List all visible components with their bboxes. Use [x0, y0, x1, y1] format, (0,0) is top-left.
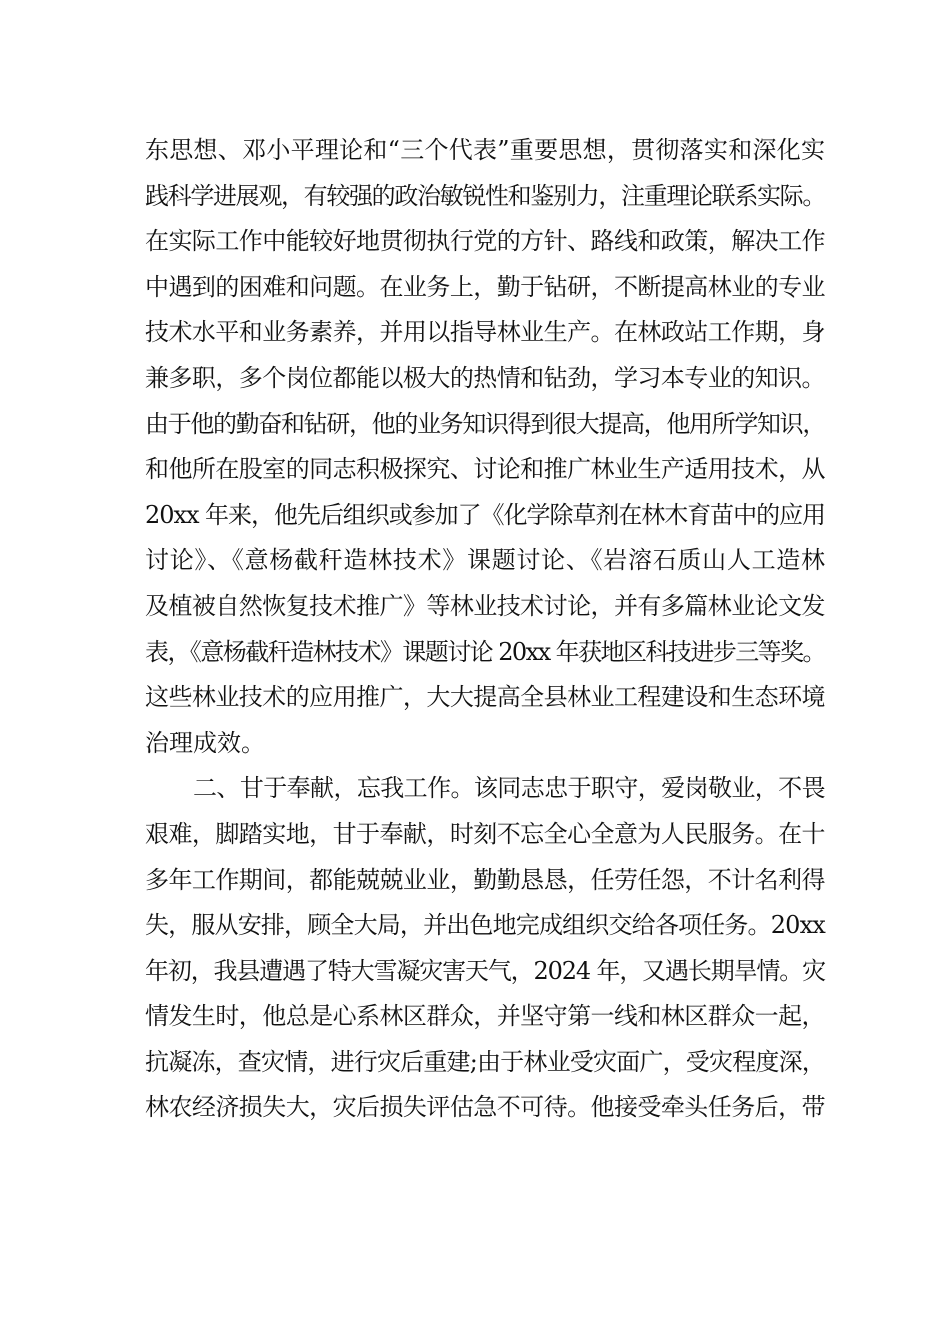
text-line: 林农经济损失大，灾后损失评估急不可待。他接受牵头任务后，带 [145, 1093, 825, 1122]
text-line: 和他所在股室的同志积极探究、讨论和推广林业生产适用技术，从 [145, 455, 825, 484]
text-line: 表，《意杨截秆造林技术》课题讨论 20xx 年获地区科技进步三等奖。 [145, 637, 825, 666]
body-text [145, 128, 825, 1131]
text-line: 及植被自然恢复技术推广》等林业技术讨论，并有多篇林业论文发 [145, 591, 825, 620]
text-line: 由于他的勤奋和钻研，他的业务知识得到很大提高，他用所学知识， [145, 409, 825, 438]
text-line: 技术水平和业务素养，并用以指导林业生产。在林政站工作期，身 [145, 318, 825, 347]
text-line: 践科学进展观，有较强的政治敏锐性和鉴别力，注重理论联系实际。 [145, 181, 825, 210]
text-line: 情发生时，他总是心系林区群众，并坚守第一线和林区群众一起， [145, 1002, 825, 1031]
text-line: 艰难，脚踏实地，甘于奉献，时刻不忘全心全意为人民服务。在十 [145, 819, 825, 848]
text-line: 中遇到的困难和问题。在业务上，勤于钻研，不断提高林业的专业 [145, 272, 825, 301]
text-line: 年初，我县遭遇了特大雪凝灾害天气，2024 年，又遇长期旱情。灾 [145, 956, 825, 985]
text-line: 在实际工作中能较好地贯彻执行党的方针、路线和政策，解决工作 [145, 227, 825, 256]
text-line: 讨论》、《意杨截秆造林技术》课题讨论、《岩溶石质山人工造林 [145, 546, 825, 575]
text-line: 多年工作期间，都能兢兢业业，勤勤恳恳，任劳任怨，不计名利得 [145, 865, 825, 894]
text-line: 治理成效。 [145, 728, 265, 757]
text-line: 这些林业技术的应用推广，大大提高全县林业工程建设和生态环境 [145, 683, 825, 712]
paragraph-heading-line: 二、甘于奉献，忘我工作。该同志忠于职守，爱岗敬业，不畏 [193, 774, 825, 803]
text-line: 失，服从安排，顾全大局，并出色地完成组织交给各项任务。20xx [145, 911, 825, 940]
text-line: 兼多职，多个岗位都能以极大的热情和钻劲，学习本专业的知识。 [145, 363, 825, 392]
text-line: 20xx 年来，他先后组织或参加了《化学除草剂在林木育苗中的应用 [145, 500, 825, 529]
text-line: 东思想、邓小平理论和“三个代表”重要思想，贯彻落实和深化实 [145, 136, 825, 164]
text-line: 抗凝冻，查灾情，进行灾后重建;由于林业受灾面广，受灾程度深， [145, 1047, 825, 1076]
